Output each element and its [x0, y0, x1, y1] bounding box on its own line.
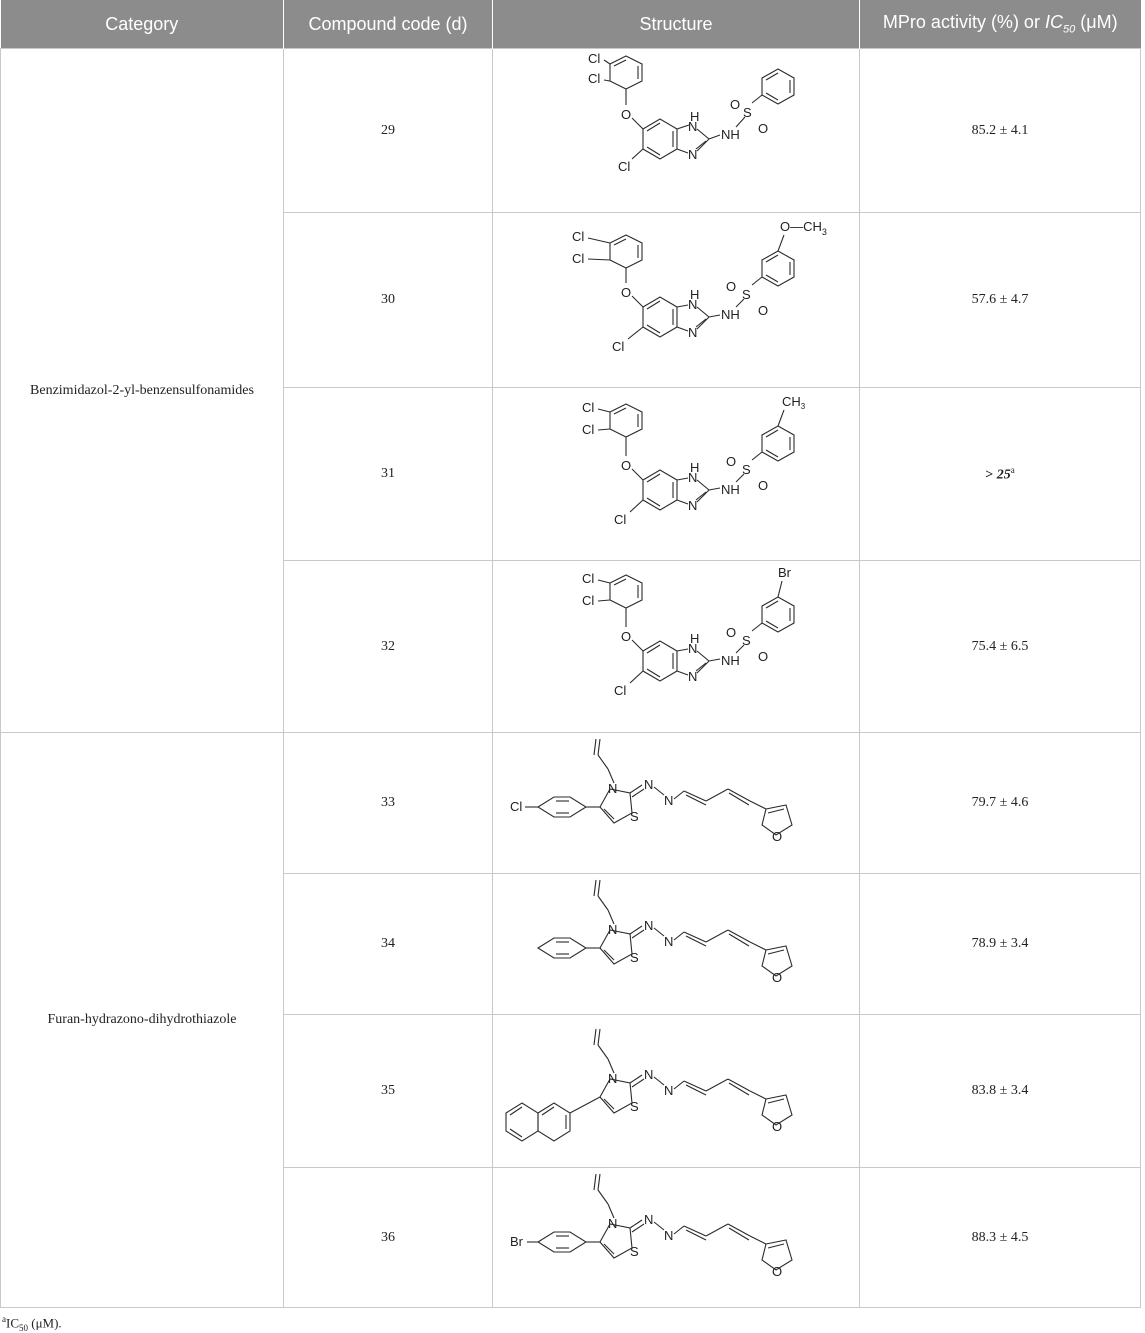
atom-n: N — [608, 1215, 618, 1231]
atom-cl: Cl — [614, 512, 627, 527]
atom-h: H — [690, 460, 700, 475]
atom-ch3: $CH_3$ — [782, 394, 806, 411]
atom-o: O — [758, 478, 769, 493]
header-category: Category — [1, 0, 284, 49]
footnote-text-pre: IC — [6, 1315, 19, 1331]
header-activity-ic: IC — [1044, 12, 1063, 33]
atom-h: H — [690, 287, 700, 302]
dichlorophenyl-ring — [610, 56, 642, 89]
atom-cl: Cl — [572, 229, 585, 244]
atom-n: N — [608, 922, 618, 937]
structure-31 — [526, 390, 826, 558]
activity-value: 79.7 ± 4.6 — [860, 733, 1141, 874]
atom-n: N — [688, 498, 698, 513]
activity-value: 75.4 ± 6.5 — [860, 561, 1141, 733]
atom-cl: Cl — [588, 50, 601, 66]
structure-cell — [493, 874, 860, 1015]
atom-o: O — [621, 285, 632, 300]
compound-code: 34 — [284, 874, 493, 1015]
structure-cell — [493, 213, 860, 388]
atom-n: N — [608, 1071, 618, 1086]
structure-cell — [493, 388, 860, 561]
structure-cell — [493, 1015, 860, 1168]
compound-code: 33 — [284, 733, 493, 874]
atom-n: N — [664, 1083, 674, 1098]
structure-29 — [526, 51, 826, 211]
atom-o: O — [726, 279, 737, 294]
dichlorophenyl-ring — [610, 235, 642, 268]
activity-prefix: > — [985, 467, 997, 483]
atom-nh: NH — [721, 482, 740, 497]
naphthyl-ring-1 — [506, 1103, 538, 1141]
atom-cl: Cl — [588, 70, 601, 86]
atom-n: N — [644, 1067, 654, 1082]
activity-footnote-mark: a — [1010, 464, 1015, 475]
atom-o: O — [621, 628, 632, 644]
footnote-text-post: (μM). — [28, 1315, 62, 1331]
atom-br: Br — [778, 564, 791, 580]
atom-cl: Cl — [582, 422, 595, 437]
header-activity — [860, 0, 1141, 49]
atom-o: O — [621, 106, 632, 122]
chlorophenyl-ring — [538, 797, 586, 817]
atom-cl: Cl — [510, 799, 523, 814]
atom-s: S — [630, 809, 639, 824]
structure-36 — [496, 1170, 856, 1306]
structure-34 — [496, 876, 856, 1012]
atom-o: O — [772, 970, 783, 985]
header-activity-suffix: (μM) — [1075, 12, 1118, 33]
activity-value: 78.9 ± 3.4 — [860, 874, 1141, 1015]
dichlorophenyl-ring — [610, 575, 642, 608]
atom-o: O — [772, 1119, 783, 1134]
bromophenyl-ring — [762, 597, 794, 632]
structure-cell — [493, 1168, 860, 1308]
atom-cl: Cl — [614, 682, 627, 698]
compound-code: 29 — [284, 49, 493, 213]
atom-s: S — [630, 1099, 639, 1114]
atom-cl: Cl — [582, 592, 595, 608]
benzimidazole-benzene-ring — [643, 641, 677, 681]
benzimidazole-benzene-ring — [643, 119, 677, 159]
atom-s: S — [742, 632, 751, 648]
atom-o: O — [772, 1263, 783, 1279]
compound-code: 36 — [284, 1168, 493, 1308]
atom-s: S — [742, 462, 751, 477]
header-structure: Structure — [493, 0, 860, 49]
atom-n: N — [688, 640, 698, 656]
activity-value: 85.2 ± 4.1 — [860, 49, 1141, 213]
atom-n: N — [644, 918, 654, 933]
atom-n: N — [664, 1227, 674, 1243]
phenyl-ring — [538, 938, 586, 958]
activity-bold: 25 — [996, 467, 1011, 483]
atom-o: O — [726, 454, 737, 469]
structure-32 — [526, 563, 826, 731]
atom-och3: $O—CH_3$ — [780, 219, 827, 237]
naphthyl-ring-2 — [538, 1103, 570, 1141]
header-activity-prefix: MPro activity (%) or — [882, 12, 1045, 33]
structure-33 — [496, 735, 856, 871]
atom-o: O — [758, 120, 769, 136]
benzimidazole-benzene-ring — [643, 470, 677, 510]
atom-n: N — [688, 470, 698, 485]
atom-o: O — [621, 458, 632, 473]
table-footnote — [2, 1314, 62, 1333]
atom-s: S — [743, 104, 752, 120]
atom-cl: Cl — [582, 400, 595, 415]
atom-n: N — [644, 1211, 654, 1227]
atom-n: N — [688, 146, 698, 162]
atom-nh: NH — [721, 307, 740, 322]
header-activity-sub: 50 — [1062, 23, 1076, 36]
atom-o: O — [730, 96, 741, 112]
bromophenyl-ring — [538, 1232, 586, 1252]
atom-h: H — [690, 630, 700, 646]
atom-n: N — [688, 118, 698, 134]
structure-35 — [496, 1017, 856, 1165]
table-row — [1, 733, 1141, 874]
header-row — [1, 0, 1141, 49]
atom-nh: NH — [721, 126, 740, 142]
atom-o: O — [758, 648, 769, 664]
category-benzimidazol: Benzimidazol-2-yl-benzensulfonamides — [1, 49, 284, 733]
category-furan: Furan-hydrazono-dihydrothiazole — [1, 733, 284, 1308]
atom-n: N — [688, 297, 698, 312]
table-row — [1, 49, 1141, 213]
atom-n: N — [664, 934, 674, 949]
footnote-mark: a — [2, 1314, 6, 1324]
compound-code: 31 — [284, 388, 493, 561]
activity-value: 57.6 ± 4.7 — [860, 213, 1141, 388]
atom-cl: Cl — [618, 158, 631, 174]
compound-code: 32 — [284, 561, 493, 733]
benzimidazole-benzene-ring — [643, 297, 677, 337]
dichlorophenyl-ring — [610, 404, 642, 437]
atom-o: O — [726, 624, 737, 640]
atom-s: S — [630, 950, 639, 965]
structure-30 — [526, 215, 826, 385]
atom-cl: Cl — [572, 251, 585, 266]
structure-cell — [493, 49, 860, 213]
atom-n: N — [688, 668, 698, 684]
activity-value — [860, 388, 1141, 561]
compound-code: 35 — [284, 1015, 493, 1168]
activity-value: 83.8 ± 3.4 — [860, 1015, 1141, 1168]
activity-value: 88.3 ± 4.5 — [860, 1168, 1141, 1308]
methoxyphenyl-ring — [762, 251, 794, 286]
atom-nh: NH — [721, 652, 740, 668]
atom-o: O — [772, 829, 783, 844]
structure-cell — [493, 561, 860, 733]
tolyl-ring — [762, 426, 794, 461]
atom-cl: Cl — [612, 339, 625, 354]
atom-h: H — [690, 108, 700, 124]
atom-n: N — [608, 781, 618, 796]
atom-s: S — [742, 287, 751, 302]
structure-cell — [493, 733, 860, 874]
atom-n: N — [644, 777, 654, 792]
footnote-text-sub: 50 — [19, 1322, 28, 1333]
atom-cl: Cl — [582, 570, 595, 586]
compound-code: 30 — [284, 213, 493, 388]
atom-br: Br — [510, 1233, 523, 1249]
phenyl-ring — [762, 69, 794, 104]
header-compound-code: Compound code (d) — [284, 0, 493, 49]
atom-n: N — [688, 325, 698, 340]
atom-s: S — [630, 1243, 639, 1259]
atom-o: O — [758, 303, 769, 318]
atom-n: N — [664, 793, 674, 808]
